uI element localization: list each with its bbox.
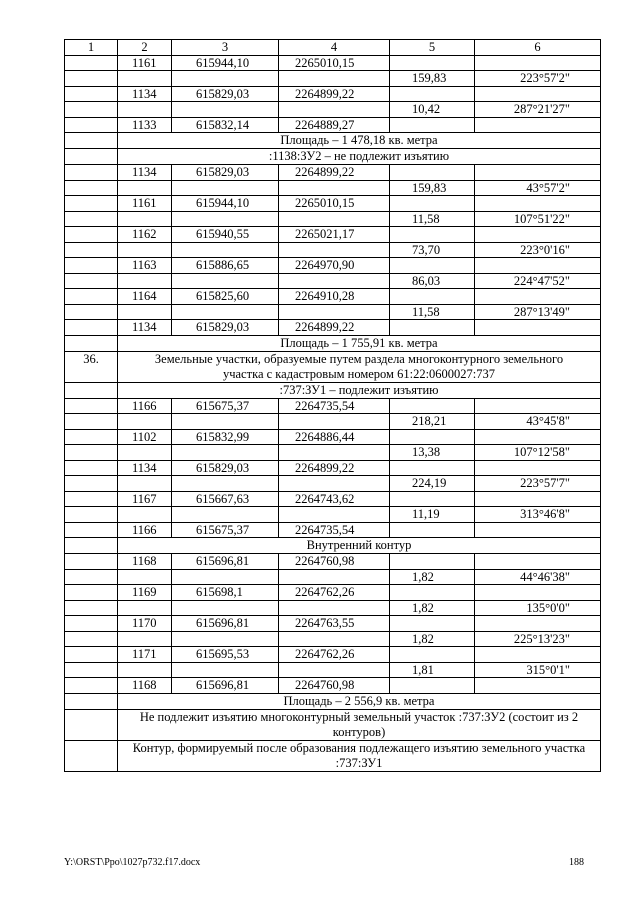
empty-cell xyxy=(65,71,118,87)
empty-cell xyxy=(65,538,118,554)
segment-length: 159,83 xyxy=(390,180,475,196)
empty-cell xyxy=(390,522,475,538)
point-row xyxy=(65,258,601,274)
empty-cell xyxy=(172,242,279,258)
empty-cell xyxy=(118,102,172,118)
segment-length: 159,83 xyxy=(390,71,475,87)
empty-cell xyxy=(475,616,601,632)
empty-cell xyxy=(390,227,475,243)
empty-cell xyxy=(65,522,118,538)
empty-cell xyxy=(65,211,118,227)
empty-cell xyxy=(65,320,118,336)
empty-cell xyxy=(279,102,390,118)
empty-cell xyxy=(279,71,390,87)
coord-y: 2264760,98 xyxy=(279,554,390,570)
empty-cell xyxy=(65,507,118,523)
empty-cell xyxy=(65,242,118,258)
item-row xyxy=(65,351,601,382)
direction-angle: 287°13'49" xyxy=(475,304,601,320)
empty-cell xyxy=(65,289,118,305)
empty-cell xyxy=(475,460,601,476)
empty-cell xyxy=(65,165,118,181)
coord-x: 615829,03 xyxy=(172,165,279,181)
point-number: 1161 xyxy=(118,55,172,71)
point-row xyxy=(65,398,601,414)
point-number: 1171 xyxy=(118,647,172,663)
point-number: 1134 xyxy=(118,460,172,476)
segment-row xyxy=(65,180,601,196)
coord-y: 2264970,90 xyxy=(279,258,390,274)
segment-length: 1,82 xyxy=(390,631,475,647)
coord-y: 2265021,17 xyxy=(279,227,390,243)
direction-angle: 224°47'52" xyxy=(475,273,601,289)
coord-x: 615825,60 xyxy=(172,289,279,305)
header-cell: 2 xyxy=(118,40,172,56)
coord-x: 615696,81 xyxy=(172,554,279,570)
empty-cell xyxy=(475,117,601,133)
empty-cell xyxy=(390,289,475,305)
empty-cell xyxy=(475,554,601,570)
empty-cell xyxy=(65,414,118,430)
caption-text: Площадь – 1 755,91 кв. метра xyxy=(118,335,601,351)
empty-cell xyxy=(65,740,118,771)
empty-cell xyxy=(118,476,172,492)
empty-cell xyxy=(118,569,172,585)
empty-cell xyxy=(65,631,118,647)
empty-cell xyxy=(390,585,475,601)
empty-cell xyxy=(118,71,172,87)
header-cell: 4 xyxy=(279,40,390,56)
empty-cell xyxy=(65,616,118,632)
point-row xyxy=(65,196,601,212)
point-number: 1168 xyxy=(118,554,172,570)
empty-cell xyxy=(279,242,390,258)
caption-text: Внутренний контур xyxy=(118,538,601,554)
empty-cell xyxy=(65,554,118,570)
direction-angle: 223°57'2" xyxy=(475,71,601,87)
direction-angle: 315°0'1" xyxy=(475,662,601,678)
empty-cell xyxy=(172,102,279,118)
empty-cell xyxy=(172,445,279,461)
empty-cell xyxy=(65,491,118,507)
direction-angle: 287°21'27" xyxy=(475,102,601,118)
empty-cell xyxy=(475,86,601,102)
empty-cell xyxy=(172,507,279,523)
empty-cell xyxy=(65,445,118,461)
item-title: Земельные участки, образуемые путем раздела многоконтурного земельного участка с кадастровым номером 61:22:0600027:737 xyxy=(118,351,601,382)
empty-cell xyxy=(172,273,279,289)
segment-length: 11,58 xyxy=(390,211,475,227)
coord-y: 2264899,22 xyxy=(279,320,390,336)
segment-row xyxy=(65,304,601,320)
empty-cell xyxy=(65,102,118,118)
empty-cell xyxy=(475,522,601,538)
coord-y: 2264735,54 xyxy=(279,398,390,414)
item-number: 36. xyxy=(65,351,118,382)
empty-cell xyxy=(118,211,172,227)
segment-row xyxy=(65,600,601,616)
direction-angle: 135°0'0" xyxy=(475,600,601,616)
point-number: 1133 xyxy=(118,117,172,133)
empty-cell xyxy=(279,662,390,678)
segment-length: 11,58 xyxy=(390,304,475,320)
direction-angle: 313°46'8" xyxy=(475,507,601,523)
coord-y: 2264899,22 xyxy=(279,460,390,476)
point-row xyxy=(65,165,601,181)
direction-angle: 43°57'2" xyxy=(475,180,601,196)
point-row xyxy=(65,289,601,305)
empty-cell xyxy=(118,600,172,616)
point-row xyxy=(65,460,601,476)
empty-cell xyxy=(65,273,118,289)
caption-row xyxy=(65,740,601,771)
coord-y: 2264762,26 xyxy=(279,647,390,663)
empty-cell xyxy=(390,491,475,507)
point-number: 1102 xyxy=(118,429,172,445)
empty-cell xyxy=(172,304,279,320)
point-number: 1162 xyxy=(118,227,172,243)
segment-length: 1,82 xyxy=(390,600,475,616)
caption-row xyxy=(65,335,601,351)
empty-cell xyxy=(475,398,601,414)
empty-cell xyxy=(65,55,118,71)
empty-cell xyxy=(390,429,475,445)
coord-y: 2264763,55 xyxy=(279,616,390,632)
coordinates-table xyxy=(64,39,601,772)
point-number: 1166 xyxy=(118,522,172,538)
empty-cell xyxy=(65,429,118,445)
empty-cell xyxy=(475,258,601,274)
direction-angle: 43°45'8" xyxy=(475,414,601,430)
coord-x: 615940,55 xyxy=(172,227,279,243)
empty-cell xyxy=(65,258,118,274)
point-number: 1164 xyxy=(118,289,172,305)
point-number: 1134 xyxy=(118,86,172,102)
coord-x: 615698,1 xyxy=(172,585,279,601)
empty-cell xyxy=(475,491,601,507)
point-row xyxy=(65,117,601,133)
coord-x: 615944,10 xyxy=(172,55,279,71)
empty-cell xyxy=(390,165,475,181)
empty-cell xyxy=(475,678,601,694)
empty-cell xyxy=(65,678,118,694)
empty-cell xyxy=(172,569,279,585)
header-cell: 6 xyxy=(475,40,601,56)
coord-x: 615695,53 xyxy=(172,647,279,663)
empty-cell xyxy=(65,709,118,740)
empty-cell xyxy=(172,211,279,227)
empty-cell xyxy=(475,429,601,445)
empty-cell xyxy=(475,647,601,663)
empty-cell xyxy=(475,289,601,305)
empty-cell xyxy=(390,647,475,663)
direction-angle: 225°13'23" xyxy=(475,631,601,647)
empty-cell xyxy=(65,335,118,351)
direction-angle: 44°46'38" xyxy=(475,569,601,585)
coord-x: 615675,37 xyxy=(172,398,279,414)
point-row xyxy=(65,227,601,243)
header-cell: 5 xyxy=(390,40,475,56)
empty-cell xyxy=(172,180,279,196)
coord-x: 615829,03 xyxy=(172,320,279,336)
direction-angle: 223°0'16" xyxy=(475,242,601,258)
empty-cell xyxy=(65,460,118,476)
coord-x: 615696,81 xyxy=(172,678,279,694)
empty-cell xyxy=(475,585,601,601)
coord-y: 2264886,44 xyxy=(279,429,390,445)
caption-row xyxy=(65,382,601,398)
point-row xyxy=(65,320,601,336)
segment-length: 1,82 xyxy=(390,569,475,585)
segment-length: 10,42 xyxy=(390,102,475,118)
empty-cell xyxy=(65,149,118,165)
point-row xyxy=(65,491,601,507)
point-number: 1166 xyxy=(118,398,172,414)
empty-cell xyxy=(118,445,172,461)
empty-cell xyxy=(279,600,390,616)
segment-row xyxy=(65,445,601,461)
segment-row xyxy=(65,569,601,585)
caption-text: :737:ЗУ1 – подлежит изъятию xyxy=(118,382,601,398)
coord-y: 2264760,98 xyxy=(279,678,390,694)
empty-cell xyxy=(390,460,475,476)
empty-cell xyxy=(279,476,390,492)
segment-row xyxy=(65,507,601,523)
empty-cell xyxy=(65,600,118,616)
empty-cell xyxy=(65,585,118,601)
segment-row xyxy=(65,631,601,647)
caption-row xyxy=(65,149,601,165)
empty-cell xyxy=(172,662,279,678)
empty-cell xyxy=(118,662,172,678)
empty-cell xyxy=(65,196,118,212)
point-row xyxy=(65,429,601,445)
empty-cell xyxy=(279,631,390,647)
empty-cell xyxy=(65,180,118,196)
point-row xyxy=(65,585,601,601)
coord-y: 2265010,15 xyxy=(279,55,390,71)
empty-cell xyxy=(65,662,118,678)
segment-length: 86,03 xyxy=(390,273,475,289)
empty-cell xyxy=(118,507,172,523)
empty-cell xyxy=(279,569,390,585)
segment-length: 218,21 xyxy=(390,414,475,430)
empty-cell xyxy=(279,180,390,196)
coord-y: 2264735,54 xyxy=(279,522,390,538)
empty-cell xyxy=(390,554,475,570)
footer-page-number: 188 xyxy=(569,857,584,868)
empty-cell xyxy=(172,414,279,430)
empty-cell xyxy=(390,86,475,102)
empty-cell xyxy=(172,600,279,616)
segment-row xyxy=(65,102,601,118)
coord-y: 2264899,22 xyxy=(279,165,390,181)
empty-cell xyxy=(390,616,475,632)
empty-cell xyxy=(118,242,172,258)
point-row xyxy=(65,55,601,71)
segment-length: 13,38 xyxy=(390,445,475,461)
coord-x: 615829,03 xyxy=(172,460,279,476)
empty-cell xyxy=(475,55,601,71)
segment-length: 224,19 xyxy=(390,476,475,492)
point-number: 1163 xyxy=(118,258,172,274)
coord-x: 615667,63 xyxy=(172,491,279,507)
point-row xyxy=(65,86,601,102)
empty-cell xyxy=(279,507,390,523)
coord-x: 615944,10 xyxy=(172,196,279,212)
empty-cell xyxy=(475,227,601,243)
caption-text: Площадь – 1 478,18 кв. метра xyxy=(118,133,601,149)
caption-row xyxy=(65,693,601,709)
segment-length: 11,19 xyxy=(390,507,475,523)
point-number: 1168 xyxy=(118,678,172,694)
empty-cell xyxy=(65,133,118,149)
empty-cell xyxy=(65,569,118,585)
empty-cell xyxy=(65,117,118,133)
caption-row xyxy=(65,538,601,554)
empty-cell xyxy=(390,55,475,71)
segment-row xyxy=(65,273,601,289)
coord-y: 2264762,26 xyxy=(279,585,390,601)
empty-cell xyxy=(65,398,118,414)
caption-row xyxy=(65,133,601,149)
point-number: 1161 xyxy=(118,196,172,212)
empty-cell xyxy=(172,71,279,87)
segment-row xyxy=(65,211,601,227)
empty-cell xyxy=(65,304,118,320)
coord-y: 2264743,62 xyxy=(279,491,390,507)
coord-x: 615696,81 xyxy=(172,616,279,632)
point-row xyxy=(65,554,601,570)
coord-y: 2264889,27 xyxy=(279,117,390,133)
point-row xyxy=(65,522,601,538)
segment-row xyxy=(65,71,601,87)
empty-cell xyxy=(390,320,475,336)
direction-angle: 107°12'58" xyxy=(475,445,601,461)
point-number: 1167 xyxy=(118,491,172,507)
footer-file-path: Y:\ORST\Ppo\1027p732.f17.docx xyxy=(64,857,201,868)
empty-cell xyxy=(65,382,118,398)
empty-cell xyxy=(65,227,118,243)
direction-angle: 107°51'22" xyxy=(475,211,601,227)
coord-x: 615832,99 xyxy=(172,429,279,445)
point-number: 1169 xyxy=(118,585,172,601)
empty-cell xyxy=(279,273,390,289)
segment-length: 1,81 xyxy=(390,662,475,678)
segment-row xyxy=(65,662,601,678)
header-cell: 3 xyxy=(172,40,279,56)
segment-row xyxy=(65,414,601,430)
segment-row xyxy=(65,476,601,492)
empty-cell xyxy=(390,196,475,212)
empty-cell xyxy=(279,211,390,227)
empty-cell xyxy=(65,86,118,102)
segment-length: 73,70 xyxy=(390,242,475,258)
segment-row xyxy=(65,242,601,258)
empty-cell xyxy=(65,647,118,663)
coord-x: 615829,03 xyxy=(172,86,279,102)
empty-cell xyxy=(279,445,390,461)
coord-x: 615832,14 xyxy=(172,117,279,133)
empty-cell xyxy=(65,693,118,709)
empty-cell xyxy=(390,258,475,274)
header-cell: 1 xyxy=(65,40,118,56)
point-number: 1134 xyxy=(118,320,172,336)
empty-cell xyxy=(475,165,601,181)
empty-cell xyxy=(118,631,172,647)
empty-cell xyxy=(65,476,118,492)
empty-cell xyxy=(172,631,279,647)
empty-cell xyxy=(279,414,390,430)
point-row xyxy=(65,678,601,694)
empty-cell xyxy=(390,678,475,694)
coord-y: 2264910,28 xyxy=(279,289,390,305)
empty-cell xyxy=(118,180,172,196)
caption-text: Не подлежит изъятию многоконтурный земельный участок :737:ЗУ2 (состоит из 2 контуров) xyxy=(118,709,601,740)
empty-cell xyxy=(390,398,475,414)
empty-cell xyxy=(118,414,172,430)
direction-angle: 223°57'7" xyxy=(475,476,601,492)
empty-cell xyxy=(172,476,279,492)
empty-cell xyxy=(118,273,172,289)
empty-cell xyxy=(475,196,601,212)
caption-text: Площадь – 2 556,9 кв. метра xyxy=(118,693,601,709)
empty-cell xyxy=(390,117,475,133)
caption-text: :1138:ЗУ2 – не подлежит изъятию xyxy=(118,149,601,165)
empty-cell xyxy=(279,304,390,320)
point-row xyxy=(65,647,601,663)
point-number: 1134 xyxy=(118,165,172,181)
table-header-row xyxy=(65,40,601,56)
point-number: 1170 xyxy=(118,616,172,632)
caption-row xyxy=(65,709,601,740)
caption-text: Контур, формируемый после образования подлежащего изъятию земельного участка :737:ЗУ1 xyxy=(118,740,601,771)
coord-x: 615886,65 xyxy=(172,258,279,274)
point-row xyxy=(65,616,601,632)
coord-y: 2265010,15 xyxy=(279,196,390,212)
empty-cell xyxy=(118,304,172,320)
coord-y: 2264899,22 xyxy=(279,86,390,102)
coord-x: 615675,37 xyxy=(172,522,279,538)
empty-cell xyxy=(475,320,601,336)
